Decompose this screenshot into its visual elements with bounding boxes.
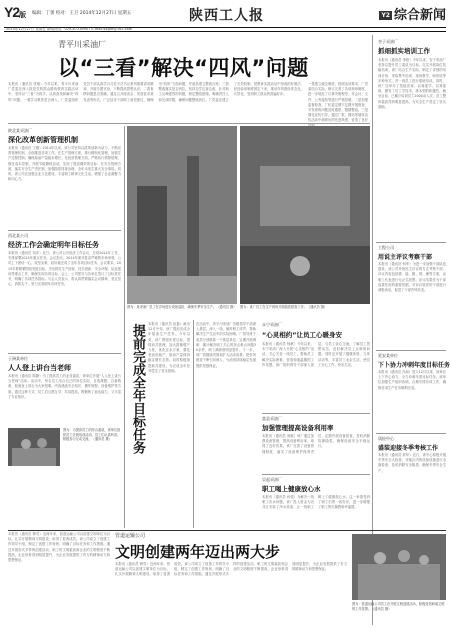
divider [376,350,446,351]
section-badge: Y2 [381,12,390,19]
left-d-headline[interactable]: 人人登上讲台当老师 [8,364,71,372]
divider [8,230,121,231]
left-b-headline[interactable]: 深化改革创新管理机制 [8,136,78,144]
bottom-photo-caption: 图为：管道运输公司员工在开展文明创建活动，积极营造和谐文明的工作氛围。（通讯员 摄） [352,602,445,611]
right-d-kicker: 质检中心 [378,436,394,441]
yq-headline[interactable]: “心灵相约”让员工心暖身安 [262,331,343,339]
yq-kicker: 永宁采油厂 [262,322,282,327]
bottom-kicker: 管道运输公司 [115,533,146,539]
left-b-kicker: 陕北某采油厂 [8,128,32,133]
vertical-feature-body: 本报讯（通讯员 赵磊）截至12月中旬，该厂提前完成全年原油生产任务。今年以来，该厂围绕年度目标，狠抓油井管理，加大措施增产力度，优化注水方案，强化老油田稳产，原油产量保持稳定增长态势。同时积极推进新井建设，为完成全年任务奠定了坚实基础。 [148,322,190,373]
page-header [4,4,446,28]
left-d-kicker: 子洲某单位 [8,356,28,361]
right-b-kicker: 工程公司 [378,245,394,250]
left-c-kicker: 西北某公司 [8,233,28,238]
newspaper-logo: 陕西工人报 [189,8,264,24]
divider [8,530,446,531]
divider [8,123,370,124]
edition-number: Y2版 [4,4,27,20]
vertical-feature-headline[interactable]: 提前完成全年目标任务 [130,324,145,454]
left-c-headline[interactable]: 经济工作会确定明年目标任务 [8,241,99,249]
zc-body: 本报讯（通讯员 周敏）该厂通过加强设备管理，提高设备利用率，取得了良好效果。该厂完善了设备管理制度，落实了设备维护保养责任，定期开展设备检查，及时消除故障隐患，确保设备安全平稳运行。 [262,434,370,454]
mid-right-photo [240,126,370,304]
header-meta: 编辑：丁蕾 校对：王卫 2014年12月27日 星期五 [32,11,132,16]
divider [262,413,370,414]
left-c-body: 本报讯（通讯员 刘洋）近日，该公司召开经济工作会议，总结2014年工作，安排部署2015年重点任务。会议指出，2014年面对复杂严峻的市场形势，公司上下团结一心，攻坚克难，较好地完成了全年各项目标任务。会议要求，2015年要紧紧围绕发展目标，突出抓好生产经营、技术创新、安全环保、队伍建设等重点工作，确保实现各项目标。会上，公司领导与各单位签订了目标责任书，明确了各项任务指标。与会人员表示，将认真贯彻落实会议精神，坚定信心，真抓实干，努力完成明年各项任务。 [8,251,121,287]
divider [376,242,446,243]
right-d-headline[interactable]: 盛装迎接冬季考核工作 [378,445,439,452]
column-divider [193,320,194,528]
mid-photo-caption: 图为：某采油厂员工在井场进行设备巡检，确保冬季安全生产。（通讯员 摄） [127,305,237,309]
divider [376,433,446,434]
left-d-photo-caption: 图为：为提高员工的综合素质，该单位组织员工开展培训活动，员工们认真听讲，积极参与互动交流。（通讯员 摄） [63,428,121,441]
column-divider [124,126,125,528]
yq-body: 本报讯（通讯员 杨帆）今年以来，永宁采油厂深入开展“心灵相约”活动，关心关爱一线员工，帮助员工解决实际困难，营造和谐温馨的工作氛围。该厂组织领导干部深入基层，与员工谈心交流，了解员工思想动态，及时解决员工反映的问题。同时还开展了健康体检、文体活动等，丰富员工业余生活，使员工安心工作、快乐生活。 [262,342,370,367]
wq-headline[interactable]: 职工喝上健康放心水 [262,485,321,493]
right-c-kicker: 延安某单位 [378,353,398,358]
lead-column-4: 一是建立健全制度。按照活动要求，厂党委结合实际，修订完善了各项规章制度，进一步规范了议事决策程序，对会议、文件、公务接待等进行严格控制。二是加强监督检查。厂纪委定期不定期开展督查，对发现的问题及时通报、限期整改。三是强化宣传引导，通过厂报、网站等载体宣传活动中涌现出的先进典型，营造了良好 [308,82,368,123]
right-c-body: 本报讯（通讯员 冯丽）进入12月以来，该单位上下齐心协力，全力冲刺年度目标任务。该单位加强生产组织协调，合理安排各项工作，确保各项生产任务顺利完成。 [378,370,446,390]
zc-kicker: 富县采油厂 [262,416,282,421]
right-top-kicker: 杏子采油厂 [378,39,398,44]
zc-headline[interactable]: 加强管理提高设备利用率 [262,424,334,432]
right-b-body: 本报讯（通讯员 何军）为进一步加强干部队伍建设，该公司采取民主评议的方式考察干部。评议内容包括德、能、勤、绩、廉等方面，由职工代表进行无记名投票。评议结果作为干部选拔任用的重要依据，对评议较差的干部进行诫勉谈话，促进了干部作风转变。 [378,262,446,293]
section-name: Y2 综合新闻 [381,8,446,23]
mid-photo [127,126,237,304]
right-top-headline[interactable]: 抓细抓实培训工作 [378,47,430,55]
divider [8,353,121,354]
right-top-body: 本报讯（通讯员 李艳）今年以来，杏子采油厂坚持以提升员工素质为目标，扎实开展岗位技能培训。该厂结合生产实际，制定了详细的培训计划，采取集中培训、现场教学、师带徒等多种形式，对一线员工进行系统培训。同时，该厂还举办了技能竞赛，以赛促学、以赛促练，激发了员工学技术、练本领的积极性。截至目前，已累计培训员工2000余人次，员工整体素质得到明显提高，为安全生产奠定了坚实基础。 [378,58,446,109]
left-d-body: 本报讯（通讯员 陈静）为了提高员工的业务素质，该单位开展“人人登上讲台当老师”活动。活动中，每名员工结合自己的岗位实际，自选课题、自备教案，轮流登上讲台为大家授课，内容涵盖安全知识、操作规程、设备维护等方面。通过这种方式，员工们互教互学、共同提高，既锻炼了表达能力，又丰富了专业知识。 [8,374,121,399]
right-b-headline[interactable]: 用说主评议考察干部 [378,254,433,261]
right-c-headline[interactable]: 下卜协力冲刺年度目标任务 [378,362,450,369]
left-b-body: 本报讯（通讯员 王刚）2014年以来，该公司坚持以改革创新为动力，不断完善管理机制，全面推进各项工作。在生产管理方面，推行精细化管理，加强生产过程控制，确保原油产量稳步增长；在经营管理方面，严格执行预算管理，强化成本控制，开展节能降耗活动，实现了提质增效的目标；在安全管理方面，落实安全生产责任制，加强隐患排查治理，全年未发生重大安全事故。同时，该公司还加强企业文化建设，丰富职工精神文化生活，增强了企业凝聚力和向心力。 [8,146,121,182]
lead-kicker: 青平川采油厂 [58,40,106,49]
photo-image [352,534,446,600]
mid-right-photo-caption: 图为：该厂员工在生产现场开展隐患排查工作。（通讯员 摄） [240,305,328,309]
bottom-headline[interactable]: 文明创建两年迈出两大步 [115,543,281,561]
bottom-body: 本报讯（通讯员 韩雪）近两年来，管道运输公司以创建文明单位为目标，扎实开展精神文明建设，取得了显著成效。该公司成立了创建工作领导小组，制定了创建工作规划，明确了目标任务和工作措施。通过开展形式多样的创建活动，职工的文明素质和企业的文明程度不断提高，企业形象得到明显提升，为企业发展提供了有力的精神动力和思想保证。 [115,562,347,577]
photo-image [240,126,370,304]
header-rule: 2014年12月27日 星期五 新闻热线：029-87316907 E-mail:sxgrb@163.com [4,27,446,32]
lead-body: 本报讯（通讯员 张敏）今年以来，青平川采油厂党委在深入推进党的群众路线教育实践活动中，坚持以“三看”为抓手，认真查找和解决“四风”问题。一看学习教育是否深入，厂党委组织党员干部认真学习习近平总书记系列重要讲话精神，开展专题讨论，不断提高思想认识；二看查摆问题是否准确，通过召开座谈会、发放征求意见表等形式，广泛征求干部职工意见建议，梳理出“四风”方面问题，并逐条建立整改台账；三看整改落实是否到位，坚持边学边查边改，针对职工反映强烈的问题，制定整改措施，明确责任人和完成时限，确保问题整改到位。厂党委还建立了长效机制，把教育实践活动中形成的好做法、好经验用制度固定下来，推动作风建设常态化、长效化，受到职工群众的普遍好评。 [8,82,304,102]
wq-kicker: 吴起采油厂 [262,477,282,482]
lead-headline[interactable]: 以“三看”解决“四风”问题 [58,56,309,80]
wq-body: 本报讯（通讯员 孙强）为解决一线职工饮水问题，该厂投入资金为各井区安装了净水设备，让一线职工喝上了健康放心水。这一举措受到了职工们的一致好评，进一步增强了职工的归属感和幸福感。 [262,495,370,510]
photo-image [127,126,237,304]
bottom-photo [352,534,446,600]
photo-image [8,428,60,466]
vertical-feature-body-cont: 在活动中，青平川采油厂各级领导干部深入基层、深入一线，倾听职工呼声，帮助解决生产生活中的实际困难。厂领导班子成员分别联系一个基层单位，定期开展调研，累计解决职工关心的热点难点问题30余件，职工满意度明显提升。下一步，该厂将继续巩固和扩大活动成果，把作风建设不断引向深入，为油田持续稳定发展提供坚强保证。 [196,322,256,368]
right-d-body: 本报讯（通讯员 郭华）近日，该中心积极开展冬季安全大检查，对辖区内的设备设施进行全面检查，及时消除安全隐患，确保冬季安全生产。 [378,453,446,473]
divider [262,474,370,475]
left-d-photo [8,428,60,466]
bottom-body-left: 本报讯（通讯员 韩雪）近两年来，管道运输公司以创建文明单位为目标，扎实开展精神文明建设，取得了显著成效。该公司成立了创建工作领导小组，制定了创建工作规划，明确了目标任务和工作措施。通过开展形式多样的创建活动，职工的文明素质和企业的文明程度不断提高，企业形象得到明显提升，为企业发展提供了有力的精神动力和思想保证。 [8,532,110,563]
